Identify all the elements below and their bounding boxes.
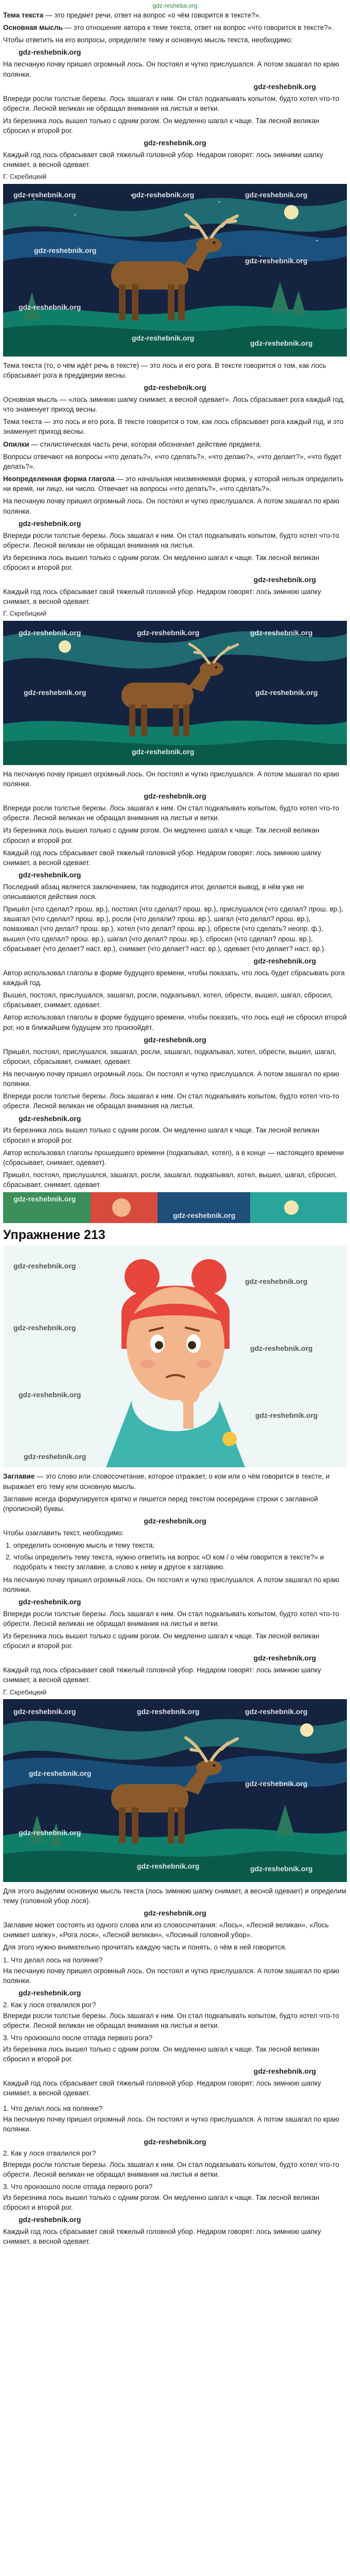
term-text: — это начальная неизменяемая форма, у которой нельзя определить ни время, ни лицо, ни число. Отвечает на вопросы «что делать?», «что сделать?». bbox=[3, 475, 344, 493]
paragraph: На песчаную почву пришел огромный лось. Он постоял и чутко прислушался. А потом зашагал по краю полянки. bbox=[3, 1070, 339, 1088]
question: 3. Что произошло после отпада первого рога? bbox=[3, 2182, 153, 2191]
paragraph: На песчаную почву пришел огромный лось. Он постоял и чутко прислушался. А потом зашагал по краю полянки. bbox=[3, 2115, 339, 2133]
paragraph: Заглавие может состоять из одного слова или из словосочетания: «Лось», «Лесной великан», «Лось снимает шапку», «Рога лося», «Лесной великан», «Лосиный головной убор». bbox=[3, 1921, 329, 1939]
paragraph: Впереди росли толстые березы. Лось зашагал к ним. Он стал подкапывать копытом, будто хотел что-то обрести. Лесной великан не обращал внимания на листья и ветки. bbox=[3, 94, 339, 112]
paragraph: Каждый год лось сбрасывает свой тяжелый головной убор. Недаром говорят: лось зимнюю шапку снимает, а весной одевает. bbox=[3, 849, 321, 867]
paragraph: Пришёл, постоял, прислушался, зашагал, росли, зашагал, подкапывал, хотел, обрести, вышел, шагал, сбросил, сбрасывает, снимает, одевает. bbox=[3, 1047, 337, 1065]
paragraph bbox=[3, 23, 347, 32]
watermark: gdz-reshebnik.org bbox=[19, 519, 81, 528]
list-item: 2. чтобы определить тему текста, нужно ответить на вопрос «О ком / о чём говорится в тексте?» и подобрать к тексту заглавие, а слово к нему и другое к заглавию. bbox=[13, 1552, 347, 1572]
paragraph: Чтобы озаглавить текст, необходимо: bbox=[3, 1529, 124, 1537]
paragraph: Впереди росли толстые березы. Лось зашагал к ним. Он стал подкапывать копытом, будто хотел что-то обрести. Лесной великан не обращал внимания на листья и ветки. bbox=[3, 1609, 339, 1628]
paragraph: Впереди росли толстые березы. Лось зашагал к ним. Он стал подкапывать копытом, будто хотел что-то обрести. Лесной великан не обращал внимания на листья. bbox=[3, 531, 339, 549]
paragraph: Вышел, постоял, прислушался, зашагал, росли, подкапывал, хотел, обрести, вышел, шагал, сбросил, сбрасывает, снимает, одевает. bbox=[3, 991, 333, 1009]
paragraph: Вопросы отвечают на вопросы «что делать?», «что сделать?», «что делаю?», «что делает?», «что будет делать?». bbox=[3, 452, 342, 470]
image-watermark: gdz-reshebnik.org bbox=[13, 1324, 76, 1332]
image-watermark: gdz-reshebnik.org bbox=[137, 1707, 200, 1716]
watermark: gdz-reshebnik.org bbox=[144, 1517, 206, 1525]
paragraph: Впереди росли толстые березы. Лось зашагал к ним. Он стал подкапывать копытом, будто хотел что-то обрести. Лесной великан не обращал внимания на листья и ветки. bbox=[3, 2012, 339, 2030]
paragraph: Из березника лось вышел только с одним рогом. Он медленно шагал к чаще. Так лесной великан сбросил и второй рог. bbox=[3, 826, 320, 844]
watermark: gdz-reshebnik.org bbox=[253, 575, 316, 584]
image-watermark: gdz-reshebnik.org bbox=[19, 1391, 81, 1399]
paragraph: Каждый год лось сбрасывает свой тяжелый головной убор. Недаром говорят: лось зимними шапку снимает, а весной одевает. bbox=[3, 151, 323, 169]
image-watermark: gdz-reshebnik.org bbox=[245, 1779, 308, 1788]
term-text: — это слово или словосочетание, которое отражает, о ком или о чём говорится в тексте, и выражает его тему или основную мысль. bbox=[3, 1472, 330, 1490]
image-watermark: gdz-reshebnik.org bbox=[173, 1211, 236, 1220]
banner-strip bbox=[3, 1192, 347, 1223]
paragraph: Впереди росли толстые березы. Лось зашагал к ним. Он стал подкапывать копытом, будто хотел что-то обрести. Лесной великан не обращал внимания на листья. bbox=[3, 1092, 339, 1110]
image-watermark: gdz-reshebnik.org bbox=[132, 333, 195, 342]
image-watermark: gdz-reshebnik.org bbox=[13, 1195, 76, 1204]
image-watermark: gdz-reshebnik.org bbox=[13, 190, 76, 199]
image-watermark: gdz-reshebnik.org bbox=[19, 302, 81, 311]
watermark: gdz-reshebnik.org bbox=[144, 1035, 206, 1044]
paragraph: Каждый год лось сбрасывает свой тяжелый головной убор. Недаром говорят: лось зимнюю шапку снимает, а весной одевает. bbox=[3, 2079, 321, 2097]
paragraph: Тема текста — это лось и его рога. В тексте говорится о том, как лось сбрасывает рога каждый год, и это знаменует приход весны. bbox=[3, 418, 344, 436]
paragraph: Из березника лось вышел только с одним рогом. Он медленно шагал к чаще. Так лесной великан сбросил и второй рог. bbox=[3, 1126, 320, 1144]
moose-illustration bbox=[3, 184, 347, 357]
paragraph: Из березника лось вышел только с одним рогом. Он медленно шагал к чаще. Так лесной великан сбросил и второй рог. bbox=[3, 553, 320, 572]
image-watermark: gdz-reshebnik.org bbox=[137, 1861, 200, 1870]
image-watermark: gdz-reshebnik.org bbox=[137, 628, 200, 637]
term-label: Заглавие bbox=[3, 1472, 35, 1481]
paragraph: Из березника лось вышел только с одним рогом. Он медленно шагал к чаще. Так лесной великан сбросил и второй рог. bbox=[3, 1632, 320, 1650]
paragraph: На песчаную почву пришел огромный лось. Он постоял и чутко прислушался. А потом зашагал по краю полянки. bbox=[3, 1967, 339, 1985]
paragraph: На песчаную почву пришел огромный лось. Он постоял и чутко прислушался. А потом зашагал по краю полянки. bbox=[3, 497, 339, 515]
paragraph: Чтобы ответить на его вопросы, определите тему и основную мысль текста, необходимо: bbox=[3, 36, 293, 44]
watermark: gdz-reshebnik.org bbox=[144, 2137, 206, 2146]
paragraph bbox=[3, 10, 347, 20]
term-text: — это предмет речи, ответ на вопрос «о чём говорится в тексте?». bbox=[43, 11, 261, 19]
image-watermark: gdz-reshebnik.org bbox=[250, 1864, 313, 1873]
paragraph: Для этого нужно внимательно прочитать каждую часть и понять, о чём в ней говорится. bbox=[3, 1943, 287, 1952]
term-label: Основная мысль bbox=[3, 24, 63, 32]
image-watermark: gdz-reshebnik.org bbox=[245, 1277, 308, 1286]
term-label: Тема текста bbox=[3, 11, 44, 19]
watermark: gdz-reshebnik.org bbox=[144, 139, 206, 147]
moose-illustration bbox=[3, 621, 347, 765]
watermark: gdz-reshebnik.org bbox=[19, 2215, 81, 2224]
author-credit: Г. Скребицкий bbox=[3, 1688, 47, 1696]
paragraph bbox=[3, 474, 347, 494]
watermark: gdz-reshebnik.org bbox=[253, 956, 316, 965]
paragraph: Каждый год лось сбрасывает свой тяжелый головной убор. Недаром говорят: лось зимнюю шапку снимает, а весной одевает. bbox=[3, 2228, 321, 2246]
paragraph: Из березника лось вышел только с одним рогом. Он медленно шагал к чаще. Так лесной великан сбросил и второй рог. bbox=[3, 116, 320, 134]
image-watermark: gdz-reshebnik.org bbox=[132, 747, 195, 756]
paragraph: Из березника лось вышел только с одним рогом. Он медленно шагал к чаще. Так лесной великан сбросил и второй рог. bbox=[3, 2194, 320, 2212]
image-watermark: gdz-reshebnik.org bbox=[255, 1411, 318, 1420]
paragraph: Автор использовал глаголы в форме будущего времени, чтобы показать, что лось будет сбрасывать рога каждый год. bbox=[3, 969, 345, 987]
exercise-title: Упражнение 213 bbox=[3, 1228, 106, 1243]
image-watermark: gdz-reshebnik.org bbox=[24, 688, 86, 697]
paragraph: Пришёл, постоял, прислушался, зашагал, росли, зашагал, подкапывал, хотел, вышел, шагал, сбросил, сбрасывает, снимает, одевает. bbox=[3, 1171, 337, 1189]
watermark: gdz-reshebnik.org bbox=[253, 2066, 316, 2075]
paragraph: Каждый год лось сбрасывает свой тяжелый головной убор. Недаром говорят: лось зимнюю шапку снимает, а весной одевает. bbox=[3, 1666, 321, 1684]
image-watermark: gdz-reshebnik.org bbox=[34, 246, 97, 255]
image-watermark: gdz-reshebnik.org bbox=[245, 256, 308, 265]
paragraph: Впереди росли толстые березы. Лось зашагал к ним. Он стал подкапывать копытом, будто хотел что-то обрести. Лесной великан не обращал внимания на листья и ветки. bbox=[3, 804, 339, 822]
image-watermark: gdz-reshebnik.org bbox=[250, 338, 313, 347]
term-label: Неопределенная форма глагола bbox=[3, 475, 115, 483]
image-watermark: gdz-reshebnik.org bbox=[29, 1769, 92, 1777]
author-credit: Г. Скребицкий bbox=[3, 609, 47, 618]
image-watermark: gdz-reshebnik.org bbox=[245, 190, 308, 199]
paragraph bbox=[3, 439, 347, 449]
paragraph: На песчаную почву пришел огромный лось. Он постоял и чутко прислушался. А потом зашагал по краю полянки. bbox=[3, 770, 339, 788]
moose-scene-svg bbox=[3, 184, 347, 357]
list-item: 1. определить основную мысль и тему текста; bbox=[13, 1540, 347, 1550]
paragraph: Автор использовал глаголы прошедшего времени (подкапывал, хотел), а в конце — настоящего времени (сбрасывает, снимает, одевает). bbox=[3, 1148, 344, 1166]
girl-illustration bbox=[3, 1246, 347, 1467]
watermark: gdz-reshebnik.org bbox=[253, 82, 316, 91]
question: 2. Как у лося отвалился рог? bbox=[3, 2149, 96, 2158]
author-credit: Г. Скребицкий bbox=[3, 173, 47, 181]
term-label: Опилки bbox=[3, 440, 29, 448]
image-watermark: gdz-reshebnik.org bbox=[13, 1707, 76, 1716]
watermark: gdz-reshebnik.org bbox=[19, 1597, 81, 1606]
paragraph bbox=[3, 1471, 347, 1491]
image-watermark: gdz-reshebnik.org bbox=[19, 1828, 81, 1837]
moose-scene-svg bbox=[3, 1699, 347, 1882]
watermark: gdz-reshebnik.org bbox=[144, 1909, 206, 1918]
paragraph: Для этого выделим основную мысль текста (лось зимнюю шапку снимает, а весной одевает) и определим тему (головной убор лося). bbox=[3, 1887, 346, 1905]
question: 2. Как у лося отвалился рог? bbox=[3, 2001, 96, 2009]
image-watermark: gdz-reshebnik.org bbox=[132, 190, 195, 199]
term-text: — это отношение автора к теме текста, ответ на вопрос «что говорится в тексте?». bbox=[62, 24, 334, 32]
watermark: gdz-reshebnik.org bbox=[19, 1989, 81, 1997]
watermark: gdz-reshebnik.org bbox=[253, 1654, 316, 1663]
question: 1. Что делал лось на полянке? bbox=[3, 1956, 103, 1964]
watermark: gdz-reshebnik.org bbox=[144, 383, 206, 392]
paragraph: Впереди росли толстые березы. Лось зашагал к ним. Он стал подкапывать копытом, будто хотел что-то обрести. Лесной великан не обращал внимания на листья и ветки. bbox=[3, 2160, 339, 2178]
term-text: — стилистическая часть речи, которая обозначает действие предмета. bbox=[29, 440, 262, 448]
image-watermark: gdz-reshebnik.org bbox=[19, 628, 81, 637]
paragraph: Последний абзац является заключением, так подводится итог, делается вывод, в нём уже не описываются действия лося. bbox=[3, 883, 304, 901]
paragraph: На песчаную почву пришел огромный лось. Он постоял и чутко прислушался. А потом зашагал по краю полянки. bbox=[3, 60, 339, 78]
watermark: gdz-reshebnik.org bbox=[19, 1114, 81, 1123]
moose-illustration bbox=[3, 1699, 347, 1882]
paragraph: Основная мысль — «лось зимнюю шапку снимает, а весной одевает». Лось сбрасывает рога каждый год, что знаменует приход весны. bbox=[3, 395, 345, 414]
watermark: gdz-reshebnik.org bbox=[19, 48, 81, 57]
question: 3. Что произошло после отпада первого рога? bbox=[3, 2034, 153, 2042]
paragraph: На песчаную почву пришел огромный лось. Он постоял и чутко прислушался. А потом зашагал по краю полянки. bbox=[3, 1575, 339, 1594]
image-watermark: gdz-reshebnik.org bbox=[250, 628, 313, 637]
image-watermark: gdz-reshebnik.org bbox=[255, 688, 318, 697]
watermark: gdz-reshebnik.org bbox=[144, 792, 206, 801]
image-watermark: gdz-reshebnik.org bbox=[245, 1707, 308, 1716]
watermark: gdz-reshebnik.org bbox=[19, 870, 81, 879]
image-watermark: gdz-reshebnik.org bbox=[13, 1262, 76, 1270]
site-header[interactable]: gdz-resheba.org bbox=[152, 2, 198, 9]
steps-list bbox=[13, 1540, 347, 1572]
paragraph: Пришёл (что сделал? прош. вр.), постоял (что сделал? прош. вр.), прислушался (что сделал? прош. вр.), зашагал (что сделал? прош. вр.), росли (что делали? прош. вр.), шагал (что делал? прош. вр.), помахивал (что делал? прош. вр.), хотел (что делал? прош. вр.), обрести (что сделать? неопр. ф.), вышел (что сделал? прош. вр.), шагал (что делал? прош. вр.), сбросил (что сделал? прош. вр.), сбрасывает (что делает? наст. вр.), снимает (что делает? наст. вр.), одевает (что делает? наст. вр.). bbox=[3, 905, 344, 953]
paragraph: Тема текста (то, о чём идёт речь в тексте) — это лось и его рога. В тексте говорится о том, как лось сбрасывает рога в преддверии весны. bbox=[3, 361, 326, 379]
paragraph: Из березника лось вышел только с одним рогом. Он медленно шагал к чаще. Так лесной великан сбросил и второй рог. bbox=[3, 2045, 320, 2063]
image-watermark: gdz-reshebnik.org bbox=[250, 1344, 313, 1353]
paragraph: Каждый год лось сбрасывает свой тяжелый головной убор. Недаром говорят: лось зимнюю шапку снимает, а весной одевает. bbox=[3, 588, 321, 606]
paragraph: Автор использовал глаголы в форме будущего времени, чтобы показать, что лось ещё не сбросил второй рог, но в ближайшем будущем это произойдёт. bbox=[3, 1013, 347, 1031]
paragraph: Заглавие всегда формулируется кратко и пишется перед текстом посередине строки с заглавной (прописной) буквы. bbox=[3, 1495, 318, 1513]
image-watermark: gdz-reshebnik.org bbox=[24, 1452, 86, 1461]
question: 1. Что делал лось на полянке? bbox=[3, 2105, 103, 2113]
